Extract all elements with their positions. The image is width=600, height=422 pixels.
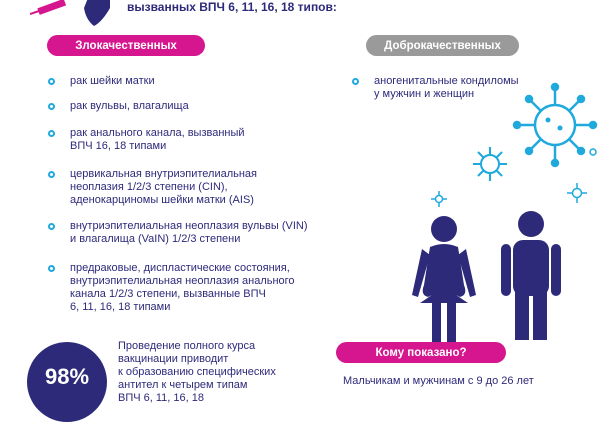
list-item-line: внутриэпителиальная неоплазия анального	[70, 275, 295, 287]
malignant-label: Злокачественных	[47, 35, 205, 56]
list-item-line: рак анального канала, вызванный	[70, 127, 245, 139]
list-item-line: предраковые, диспластические состояния,	[70, 262, 290, 274]
bullet-dot-icon	[48, 78, 55, 85]
intro-text: вызванных ВПЧ 6, 11, 16, 18 типов:	[127, 0, 337, 14]
list-item	[70, 220, 308, 246]
list-item-line: аногенитальные кондиломы	[374, 75, 519, 87]
vaccination-line: Проведение полного курса	[118, 340, 256, 352]
list-item	[70, 100, 189, 113]
woman-figure-icon	[408, 215, 480, 345]
list-item	[374, 75, 519, 101]
bullet-dot-icon	[48, 223, 55, 230]
bullet-dot-icon	[48, 103, 55, 110]
list-item	[70, 168, 257, 207]
list-item-line: ВПЧ 16, 18 типами	[70, 140, 167, 152]
list-item-line: аденокарциномы шейки матки (AIS)	[70, 194, 254, 206]
list-item-line: и влагалища (VaIN) 1/2/3 степени	[70, 233, 241, 245]
bullet-dot-icon	[352, 78, 359, 85]
list-item-line: 6, 11, 16, 18 типами	[70, 301, 171, 313]
syringe-shield-icon	[30, 0, 110, 28]
bullet-dot-icon	[48, 171, 55, 178]
man-figure-icon	[495, 210, 567, 340]
vaccination-line: ВПЧ 6, 11, 16, 18	[118, 392, 204, 404]
list-item-line: неоплазия 1/2/3 степени (CIN),	[70, 181, 228, 193]
benign-label: Доброкачественных	[366, 35, 519, 56]
vaccination-line: к образованию специфических	[118, 366, 276, 378]
virus-icon	[430, 190, 448, 208]
virus-icon	[566, 182, 588, 204]
vaccination-line: вакцинации приводит	[118, 353, 229, 365]
vaccination-line: антител к четырем типам	[118, 379, 248, 391]
list-item-line: у мужчин и женщин	[374, 88, 475, 100]
list-item	[70, 127, 245, 153]
virus-icon	[468, 142, 512, 186]
list-item-line: цервикальная внутриэпителиальная	[70, 168, 258, 180]
list-item	[70, 262, 295, 314]
list-item	[70, 75, 155, 88]
virus-icon	[586, 145, 600, 159]
percent-badge	[27, 342, 107, 422]
list-item-line: внутриэпителиальная неоплазия вульвы (VIN)	[70, 220, 308, 232]
list-item-line: рак шейки матки	[70, 75, 155, 87]
vaccination-text	[118, 340, 338, 405]
indicated-label: Кому показано?	[336, 342, 506, 363]
indicated-text: Мальчикам и мужчинам с 9 до 26 лет	[343, 375, 534, 387]
list-item-line: канала 1/2/3 степени, вызванные ВПЧ	[70, 288, 266, 300]
list-item-line: рак вульвы, влагалища	[70, 100, 189, 112]
bullet-dot-icon	[48, 130, 55, 137]
percent-value: 98%	[44, 364, 90, 389]
bullet-dot-icon	[48, 265, 55, 272]
